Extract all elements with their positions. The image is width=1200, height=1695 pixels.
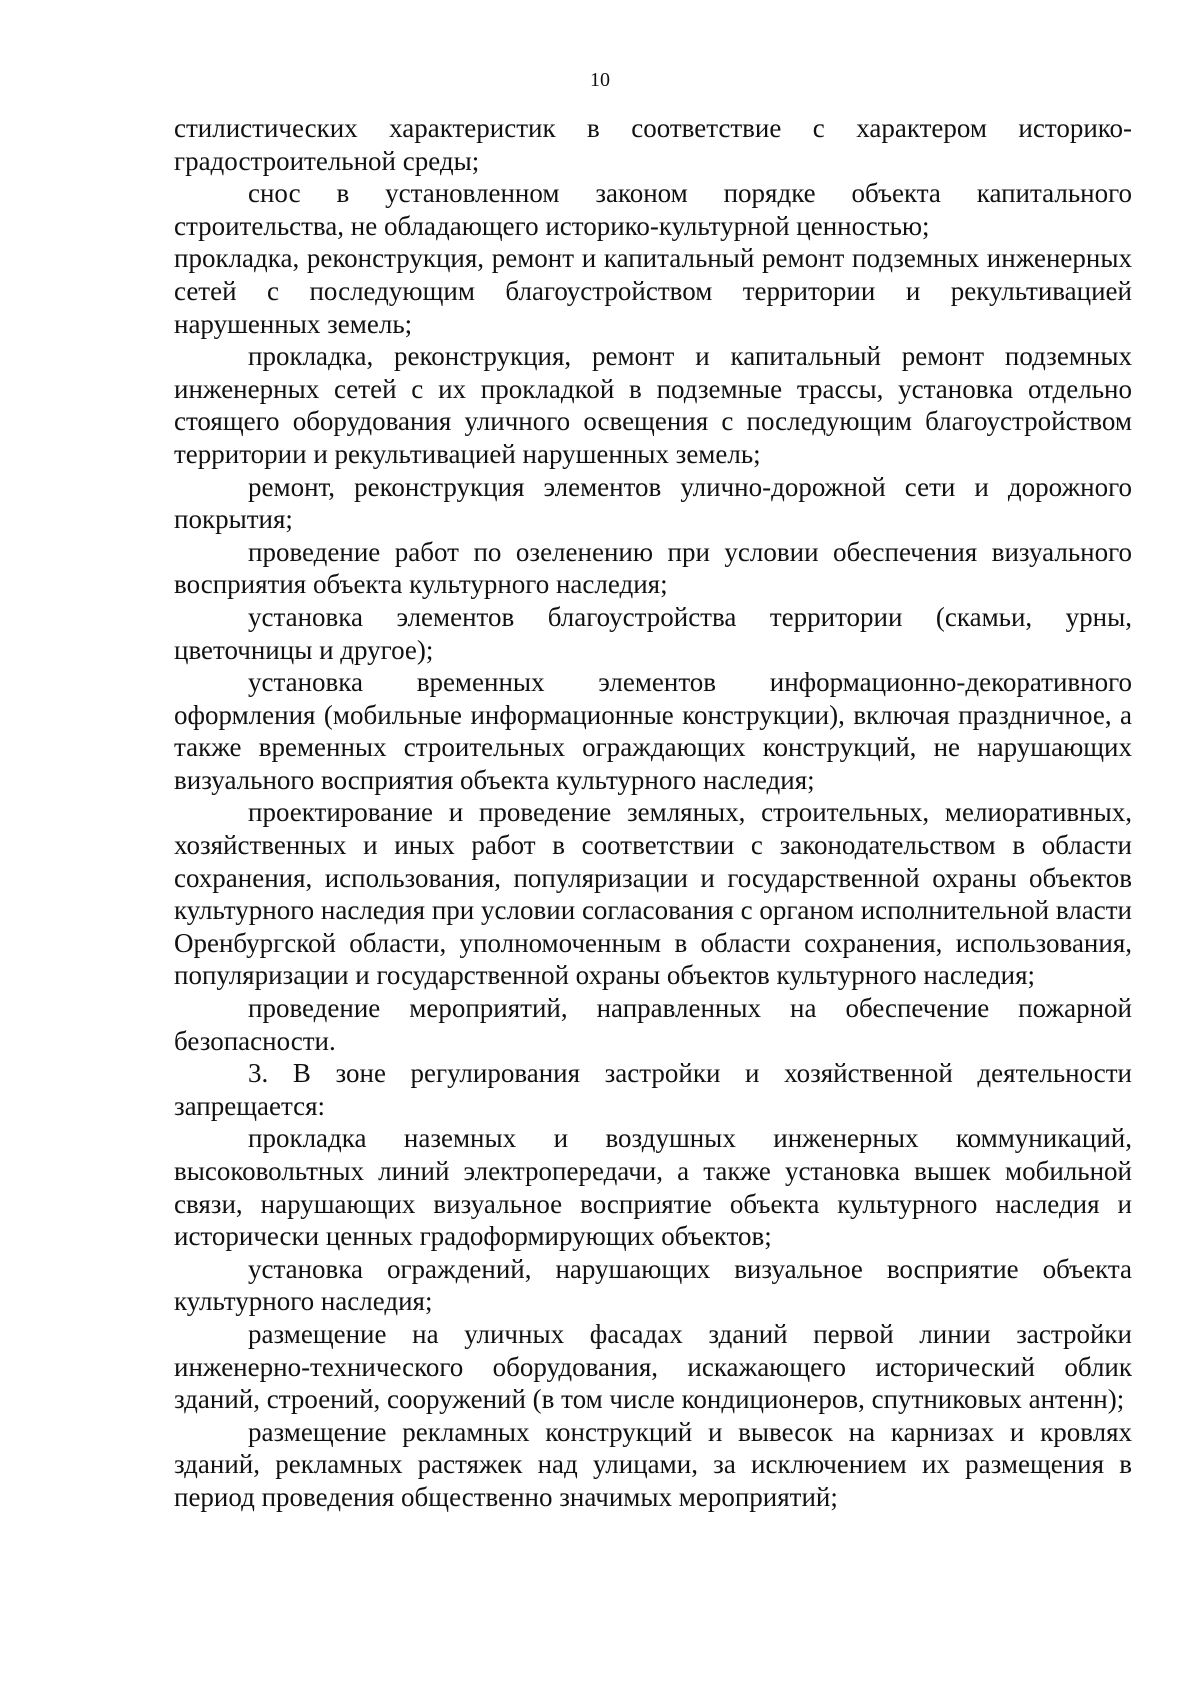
- paragraph: проведение работ по озеленению при условии обеспечения визуального восприятия объекта культурного наследия;: [174, 536, 1132, 600]
- paragraph: установка ограждений, нарушающих визуальное восприятие объекта культурного наследия;: [174, 1253, 1132, 1317]
- paragraph: стилистических характеристик в соответствие с характером историко-градостроительной среды;: [174, 113, 1132, 176]
- paragraph: установка элементов благоустройства территории (скамьи, урны, цветочницы и другое);: [174, 601, 1132, 665]
- paragraph: установка временных элементов информационно-декоративного оформления (мобильные информационные конструкции), включая праздничное, а также временных строительных ограждающих конструкций, не нарушающих визуального восприятия объекта культурного наследия;: [174, 667, 1132, 795]
- paragraph: размещение рекламных конструкций и вывесок на карнизах и кровлях зданий, рекламных растяжек над улицами, за исключением их размещения в период проведения общественно значимых мероприятий;: [174, 1416, 1132, 1512]
- document-body: [174, 112, 1132, 1514]
- paragraph: прокладка наземных и воздушных инженерных коммуникаций, высоковольтных линий электропередачи, а также установка вышек мобильной связи, нарушающих визуальное восприятие объекта культурного наследия и исторически ценных градоформирующих объектов;: [174, 1123, 1132, 1252]
- paragraph: проектирование и проведение земляных, строительных, мелиоративных, хозяйственных и иных работ в соответствии с законодательством в области сохранения, использования, популяризации и государственной охраны объектов культурного наследия при условии согласования с органом исполнительной власти Оренбургской области, уполномоченным в области сохранения, использования, популяризации и государственной охраны объектов культурного наследия;: [174, 797, 1132, 991]
- paragraph: проведение мероприятий, направленных на обеспечение пожарной безопасности.: [174, 993, 1132, 1056]
- paragraph: снос в установленном законом порядке объекта капитального строительства, не обладающего историко-культурной ценностью;: [174, 178, 1132, 241]
- paragraph: прокладка, реконструкция, ремонт и капитальный ремонт подземных инженерных сетей с их прокладкой в подземные трассы, установка отдельно стоящего оборудования уличного освещения с последующим благоустройством территории и рекультивацией нарушенных земель;: [174, 341, 1132, 469]
- section-heading-paragraph: 3. В зоне регулирования застройки и хозяйственной деятельности запрещается:: [174, 1058, 1132, 1121]
- page-number: 10: [590, 69, 610, 91]
- paragraph: ремонт, реконструкция элементов улично-дорожной сети и дорожного покрытия;: [174, 471, 1132, 535]
- paragraph: размещение на уличных фасадах зданий первой линии застройки инженерно-технического оборудования, искажающего исторический облик зданий, строений, сооружений (в том числе кондиционеров, спутниковых антенн);: [174, 1318, 1132, 1415]
- paragraph: прокладка, реконструкция, ремонт и капитальный ремонт подземных инженерных сетей с последующим благоустройством территории и рекультивацией нарушенных земель;: [174, 243, 1132, 339]
